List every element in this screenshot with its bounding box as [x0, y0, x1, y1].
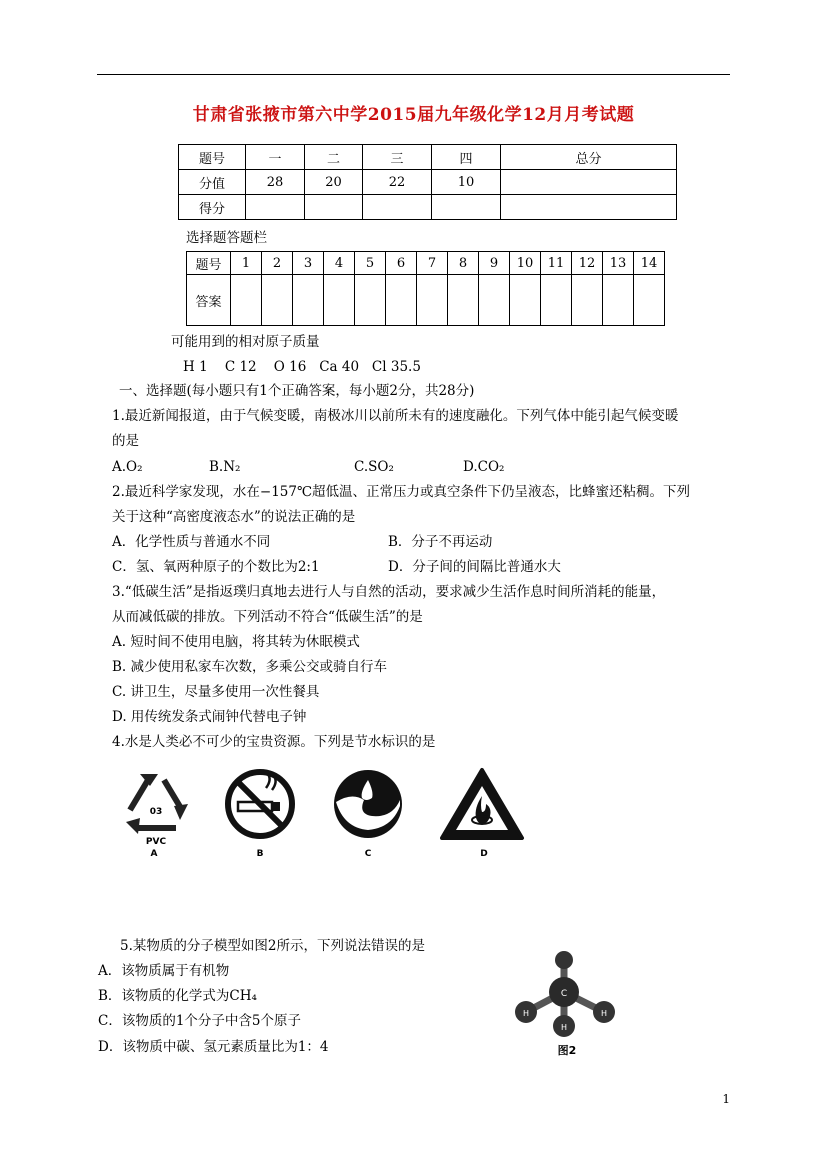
table-cell: 11 [541, 252, 572, 275]
table-cell: 14 [634, 252, 665, 275]
answer-cell[interactable] [572, 275, 603, 326]
page-title: 甘肃省张掖市第六中学2015届九年级化学12月月考试题 [192, 105, 635, 125]
table-cell: 四 [432, 145, 501, 170]
water-saving-icon [322, 766, 414, 858]
table-cell: 题号 [187, 252, 231, 275]
atom-label: H [600, 1009, 608, 1018]
question-3-text-cont: 从而减低碳的排放。下列活动不符合“低碳生活”的是 [112, 609, 423, 625]
option-c[interactable]: C. 讲卫生，尽量多使用一次性餐具 [112, 684, 320, 700]
option-c[interactable]: C．该物质的1个分子中含5个原子 [98, 1013, 302, 1029]
table-cell: 28 [246, 170, 305, 195]
table-cell: 二 [305, 145, 363, 170]
option-b[interactable]: B.N₂ [209, 459, 241, 475]
table-cell: 总分 [501, 145, 677, 170]
answer-cell[interactable] [417, 275, 448, 326]
table-cell: 6 [386, 252, 417, 275]
recycle-material: PVC [145, 837, 167, 847]
atom-label: C [560, 989, 568, 999]
option-label: A [150, 849, 158, 858]
table-row [179, 145, 677, 170]
table-cell: 一 [246, 145, 305, 170]
table-cell: 答案 [187, 275, 231, 326]
question-5-text: 5.某物质的分子模型如图2所示，下列说法错误的是 [120, 938, 425, 954]
table-cell: 2 [262, 252, 293, 275]
no-smoking-icon [214, 766, 306, 858]
table-cell: 7 [417, 252, 448, 275]
table-cell: 3 [293, 252, 324, 275]
atomic-mass-values: H 1 C 12 O 16 Ca 40 Cl 35.5 [183, 359, 421, 375]
answer-cell[interactable] [355, 275, 386, 326]
table-cell: 9 [479, 252, 510, 275]
table-cell: 10 [432, 170, 501, 195]
table-cell: 分值 [179, 170, 246, 195]
table-cell: 22 [363, 170, 432, 195]
table-cell: 8 [448, 252, 479, 275]
table-cell: 10 [510, 252, 541, 275]
answer-cell[interactable] [386, 275, 417, 326]
option-c[interactable]: C.SO₂ [354, 459, 394, 475]
answer-bar-table [186, 251, 665, 326]
option-b[interactable]: B．分子不再运动 [388, 534, 493, 550]
question-2-text: 2.最近科学家发现，水在−157℃超低温、正常压力或真空条件下仍呈液态，比蜂蜜还粘稠。下列 [112, 484, 691, 500]
figure-caption: 图2 [557, 1044, 577, 1057]
option-label: D [480, 849, 488, 858]
score-table [178, 144, 677, 220]
table-cell [432, 195, 501, 220]
table-cell: 得分 [179, 195, 246, 220]
question-1-text-cont: 的是 [112, 433, 139, 449]
option-b-image[interactable] [214, 766, 306, 858]
option-label: C [364, 849, 372, 858]
table-cell: 1 [231, 252, 262, 275]
atom-label: H [522, 1009, 530, 1018]
flammable-warning-icon [436, 766, 528, 858]
table-cell [501, 195, 677, 220]
table-cell [246, 195, 305, 220]
atomic-mass-label: 可能用到的相对原子质量 [171, 334, 320, 350]
table-row [179, 195, 677, 220]
answer-cell[interactable] [231, 275, 262, 326]
answer-cell[interactable] [262, 275, 293, 326]
molecule-figure [500, 950, 632, 1065]
option-c[interactable]: C．氢、氧两种原子的个数比为2:1 [112, 559, 320, 575]
table-cell [363, 195, 432, 220]
option-label: B [256, 849, 264, 858]
table-cell: 4 [324, 252, 355, 275]
table-cell: 5 [355, 252, 386, 275]
methane-model-icon [500, 950, 632, 1065]
option-d-image[interactable] [436, 766, 528, 858]
option-a[interactable]: A.O₂ [112, 459, 143, 475]
table-cell: 20 [305, 170, 363, 195]
answer-bar-label: 选择题答题栏 [186, 230, 267, 246]
table-cell: 题号 [179, 145, 246, 170]
header-rule [97, 74, 730, 75]
answer-cell[interactable] [510, 275, 541, 326]
option-d[interactable]: D．分子间的间隔比普通水大 [388, 559, 561, 575]
answer-cell[interactable] [603, 275, 634, 326]
answer-cell[interactable] [479, 275, 510, 326]
option-d[interactable]: D．该物质中碳、氢元素质量比为1：4 [98, 1039, 329, 1055]
answer-cell[interactable] [448, 275, 479, 326]
option-a-image[interactable] [110, 766, 202, 858]
table-row [187, 252, 665, 275]
question-3-text: 3.“低碳生活”是指返璞归真地去进行人与自然的活动，要求减少生活作息时间所消耗的能量， [112, 584, 666, 600]
table-cell: 三 [363, 145, 432, 170]
question-1-text: 1.最近新闻报道，由于气候变暖，南极冰川以前所未有的速度融化。下列气体中能引起气候变暖 [112, 408, 679, 424]
option-d[interactable]: D. 用传统发条式闹钟代替电子钟 [112, 709, 307, 725]
recycle-pvc-icon [110, 766, 202, 858]
page-number: 1 [722, 1092, 730, 1106]
answer-cell[interactable] [541, 275, 572, 326]
option-a[interactable]: A．化学性质与普通水不同 [112, 534, 271, 550]
option-a[interactable]: A. 短时间不使用电脑，将其转为休眠模式 [112, 634, 360, 650]
table-cell [305, 195, 363, 220]
question-4-text: 4.水是人类必不可少的宝贵资源。下列是节水标识的是 [112, 734, 436, 750]
table-cell: 12 [572, 252, 603, 275]
answer-cell[interactable] [634, 275, 665, 326]
table-cell: 13 [603, 252, 634, 275]
question-2-text-cont: 关于这种“高密度液态水”的说法正确的是 [112, 509, 356, 525]
table-cell [501, 170, 677, 195]
option-a[interactable]: A．该物质属于有机物 [98, 963, 230, 979]
option-c-image[interactable] [322, 766, 414, 858]
section-heading: 一、选择题(每小题只有1个正确答案，每小题2分，共28分) [119, 383, 475, 399]
option-b[interactable]: B. 减少使用私家车次数，多乘公交或骑自行车 [112, 659, 388, 675]
table-row [187, 275, 665, 326]
option-b[interactable]: B．该物质的化学式为CH₄ [98, 988, 257, 1004]
recycle-code: 03 [149, 807, 163, 817]
table-row [179, 170, 677, 195]
answer-cell[interactable] [293, 275, 324, 326]
atom-label: H [560, 1023, 568, 1032]
answer-cell[interactable] [324, 275, 355, 326]
option-d[interactable]: D.CO₂ [463, 459, 505, 475]
